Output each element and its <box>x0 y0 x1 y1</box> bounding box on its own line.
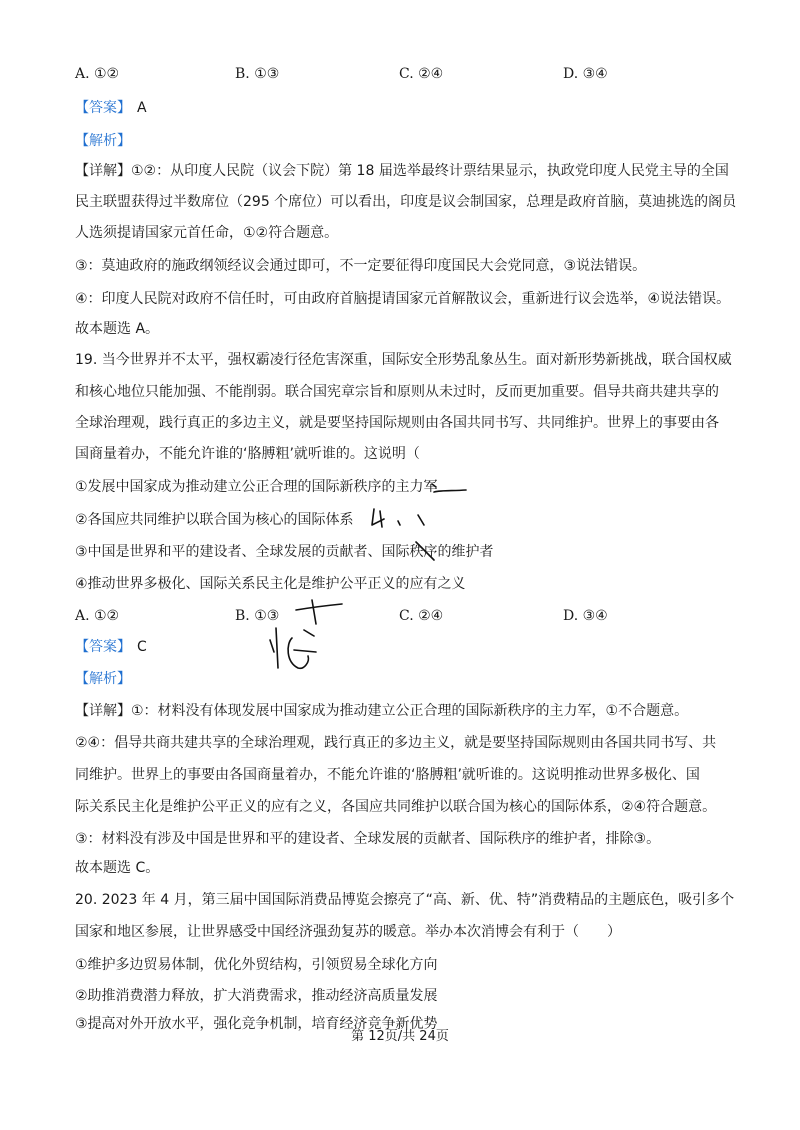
handwriting-dash-mark <box>430 478 470 500</box>
q18-option-a: A. ①② <box>75 66 120 82</box>
q18-answer-label: 【答案】 <box>75 100 131 116</box>
q18-options <box>75 64 735 84</box>
q18-detail-line-4: ③：莫迪政府的施政纲领经议会通过即可，不一定要征得印度国民大会党同意，③说法错误。 <box>75 258 647 274</box>
q18-answer <box>75 98 147 118</box>
q19-stem-line-3: 全球治理观，践行真正的多边主义，就是要坚持国际规则由各国共同书写、共同维护。世界上的事要由各 <box>75 415 719 431</box>
q19-stem-line-4: 国商量着办，不能允许谁的‘胳膊粗’就听谁的。这说明（ <box>75 446 420 462</box>
q19-stem-line-2: 和核心地位只能加强、不能削弱。联合国宪章宗旨和原则从未过时，反而更加重要。倡导共商共建共享的 <box>75 384 719 400</box>
handwriting-strike-mark <box>412 538 442 566</box>
page-footer: 第 12页/共 24页 <box>351 1029 449 1044</box>
q19-answer-value: C <box>137 639 147 655</box>
q19-stem-line-1: 19. 当今世界并不太平，强权霸凌行径危害深重，国际安全形势乱象丛生。面对新形势新挑战，联合国权威 <box>75 352 732 368</box>
q18-detail-line-5: ④：印度人民院对政府不信任时，可由政府首脑提请国家元首解散议会，重新进行议会选举，④说法错误。 <box>75 291 731 307</box>
q20-stem-line-1: 20. 2023 年 4 月，第三届中国国际消费品博览会擦亮了“高、新、优、特”消费精品的主题底色，吸引多个 <box>75 892 735 908</box>
q19-detail-line-5: ③：材料没有涉及中国是世界和平的建设者、全球发展的贡献者、国际秩序的维护者，排除③。 <box>75 831 661 847</box>
q19-option-c: C. ②④ <box>399 608 444 624</box>
q20-item-1: ①维护多边贸易体制，优化外贸结构，引领贸易全球化方向 <box>75 957 438 973</box>
q19-item-3: ③中国是世界和平的建设者、全球发展的贡献者、国际秩序的维护者 <box>75 544 494 560</box>
q19-detail-line-4: 际关系民主化是维护公平正义的应有之义，各国应共同维护以联合国为核心的国际体系，②④符合题意。 <box>75 799 717 815</box>
q19-option-d: D. ③④ <box>563 608 608 624</box>
q18-detail-line-2: 民主联盟获得过半数席位（295 个席位）可以看出，印度是议会制国家，总理是政府首脑，莫迪挑选的阁员 <box>75 194 737 210</box>
q18-option-d: D. ③④ <box>563 66 608 82</box>
q20-item-3: ③提高对外开放水平，强化竞争机制，培育经济竞争新优势 <box>75 1016 438 1032</box>
q18-detail-line-1: 【详解】①②：从印度人民院（议会下院）第 18 届选举最终计票结果显示，执政党印度人民党主导的全国 <box>75 163 729 179</box>
q20-stem-line-2: 国家和地区参展，让世界感受中国经济强劲复苏的暖意。举办本次消博会有利于（ ） <box>75 924 621 940</box>
q19-item-4: ④推动世界多极化、国际关系民主化是维护公平正义的应有之义 <box>75 576 466 592</box>
q19-answer-label: 【答案】 <box>75 639 131 655</box>
q18-answer-value: A <box>137 100 147 116</box>
q19-option-a: A. ①② <box>75 608 120 624</box>
q19-item-1: ①发展中国家成为推动建立公正合理的国际新秩序的主力军 <box>75 479 438 495</box>
q19-item-2: ②各国应共同维护以联合国为核心的国际体系 <box>75 512 354 528</box>
q19-analysis-label: 【解析】 <box>75 671 131 687</box>
q19-detail-line-3: 同维护。世界上的事要由各国商量着办，不能允许谁的‘胳膊粗’就听谁的。这说明推动世界多极化、国 <box>75 767 700 783</box>
q18-option-b: B. ①③ <box>235 66 280 82</box>
q20-item-2: ②助推消费潜力释放，扩大消费需求，推动经济高质量发展 <box>75 988 438 1004</box>
q18-detail-line-6: 故本题选 A。 <box>75 321 160 337</box>
q19-options <box>75 606 735 626</box>
q18-analysis-label: 【解析】 <box>75 133 131 149</box>
q19-detail-line-6: 故本题选 C。 <box>75 860 160 876</box>
handwriting-letters-mark <box>264 622 334 678</box>
q18-option-c: C. ②④ <box>399 66 444 82</box>
q18-detail-line-3: 人选须提请国家元首任命，①②符合题意。 <box>75 225 339 241</box>
handwriting-scribble-mark <box>368 505 448 531</box>
q19-detail-line-2: ②④：倡导共商共建共享的全球治理观，践行真正的多边主义，就是要坚持国际规则由各国共同书写、共 <box>75 735 717 751</box>
q19-answer <box>75 637 147 657</box>
q19-detail-line-1: 【详解】①：材料没有体现发展中国家成为推动建立公正合理的国际新秩序的主力军，①不合题意。 <box>75 703 689 719</box>
q19-option-b: B. ①③ <box>235 608 280 624</box>
